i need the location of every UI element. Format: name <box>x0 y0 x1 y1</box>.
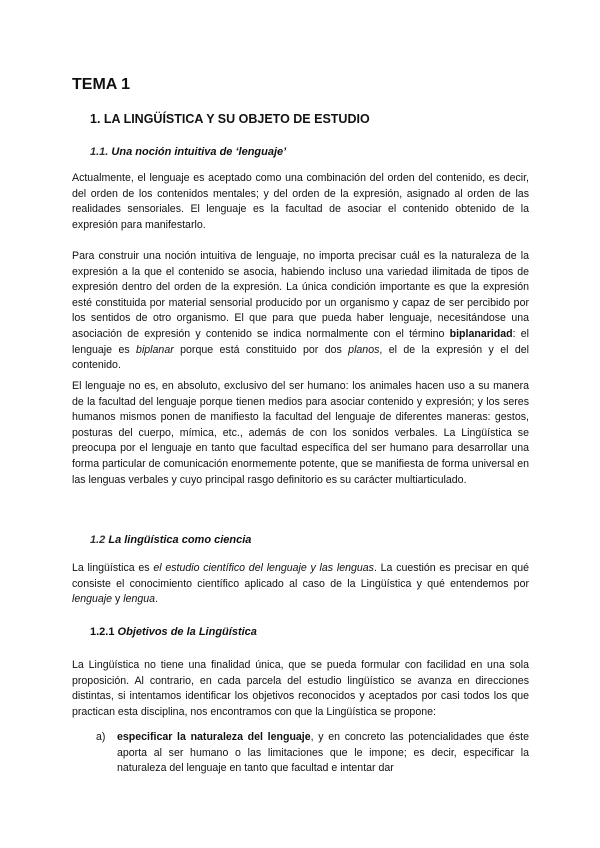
section-1-2-number: 1.2 <box>90 534 106 546</box>
paragraph-1: Actualmente, el lenguaje es aceptado como una combinación del orden del contenido, es decir, del orden de los contenidos mentales; y del orden de la expresión, asignado al orden de las realidades sensoriales. El lenguaje es la facultad de asociar el contenido obtenido de la expresión para manifestarlo. <box>72 172 529 231</box>
list-item-a-bold: especificar la naturaleza del lenguaje <box>117 731 311 743</box>
paragraph-1-2-1: La Lingüística no tiene una finalidad única, que se pueda formular con facilidad en una sola proposición. Al contrario, en cada parcela del estudio lingüístico se avanza en direcciones distintas, si intentamos identificar los objetivos reconocidos y aceptados por casi todos los que practican esta disciplina, nos encontramos con que la Lingüística se propone: <box>72 659 529 718</box>
paragraph-2 <box>72 249 529 374</box>
paragraph-1-2-part-b: . La cuestión es precisar en qué consiste el conocimiento científico aplicado al caso de la Lingüística y qué entendemos por <box>72 562 529 590</box>
subsection-1-1-title: Una noción intuitiva de ‘lenguaje’ <box>111 146 287 158</box>
list-marker-a: a) <box>96 731 106 743</box>
term-lenguaje: lenguaje <box>72 593 113 606</box>
paragraph-1-2-conjunction: y <box>112 593 124 606</box>
list-item-a <box>96 730 529 777</box>
paragraph-1-2-part-a: La lingüística es <box>72 562 154 574</box>
section-1-2-heading <box>90 534 251 546</box>
section-1-2-1-number: 1.2.1 <box>90 626 115 638</box>
chapter-title: TEMA 1 <box>72 76 131 93</box>
definition-italic: el estudio científico del lenguaje y las lenguas <box>153 562 374 574</box>
term-biplanaridad: biplanaridad <box>449 327 513 340</box>
list-item-a-text: , y en concreto las potencialidades que éste aporta al ser humano o las limitaciones que le impone; es decir, especificar la naturaleza del lenguaje en tanto que facultad e intentar dar <box>117 731 529 775</box>
section-1-heading: 1. LA LINGÜÍSTICA Y SU OBJETO DE ESTUDIO <box>90 112 370 126</box>
paragraph-2-part-c: porque está constituido por dos <box>173 343 349 356</box>
section-1-2-1-heading <box>90 626 257 638</box>
paragraph-3: El lenguaje no es, en absoluto, exclusivo del ser humano: los animales hacen uso a su manera de la facultad del lenguaje porque tienen medios para asociar contenido y expresión; y los seres humanos mismos ponen de manifiesto la facultad del lenguaje de diferentes maneras: gestos, posturas del cuerpo, mímica, etc., además de con los sonidos verbales. La Lingüística se preocupa por el lenguaje en tanto que facultad específica del ser humano para desarrollar una forma particular de comunicación enormemente potente, que se manifiesta de forma universal en las lenguas verbales y cuyo principal rasgo definitorio es su carácter multiarticulado. <box>72 380 529 486</box>
term-biplanar: biplanar <box>136 343 174 356</box>
term-lengua: lengua <box>123 593 156 606</box>
paragraph-1-2-end: . <box>155 593 159 606</box>
term-planos: planos <box>348 343 380 356</box>
subsection-1-1-number: 1.1. <box>90 146 109 158</box>
subsection-1-1-heading <box>90 146 286 158</box>
section-1-2-1-title: Objetivos de la Lingüística <box>117 626 257 638</box>
paragraph-2-part-d: , el de la expresión y el del contenido. <box>72 343 529 372</box>
paragraph-1-2 <box>72 561 529 608</box>
paragraph-2-part-a: Para construir una noción intuitiva de lenguaje, no importa precisar cuál es la naturaleza de la expresión a la que el contenido se asocia, habiendo incluso una variedad ilimitada de tipos de expresión dentro del orden de la expresión. La única condición importante es que la expresión esté constituida por material sensorial producido por un organismo y capaz de ser percibido por los sentidos de otro organismo. El que para que pueda haber lenguaje, necesitándose una asociación de expresión y contenido se indica normalmente con el término <box>72 250 529 340</box>
paragraph-2-part-b: : el lenguaje es <box>72 327 530 356</box>
section-1-2-title: La lingüística como ciencia <box>108 534 252 546</box>
